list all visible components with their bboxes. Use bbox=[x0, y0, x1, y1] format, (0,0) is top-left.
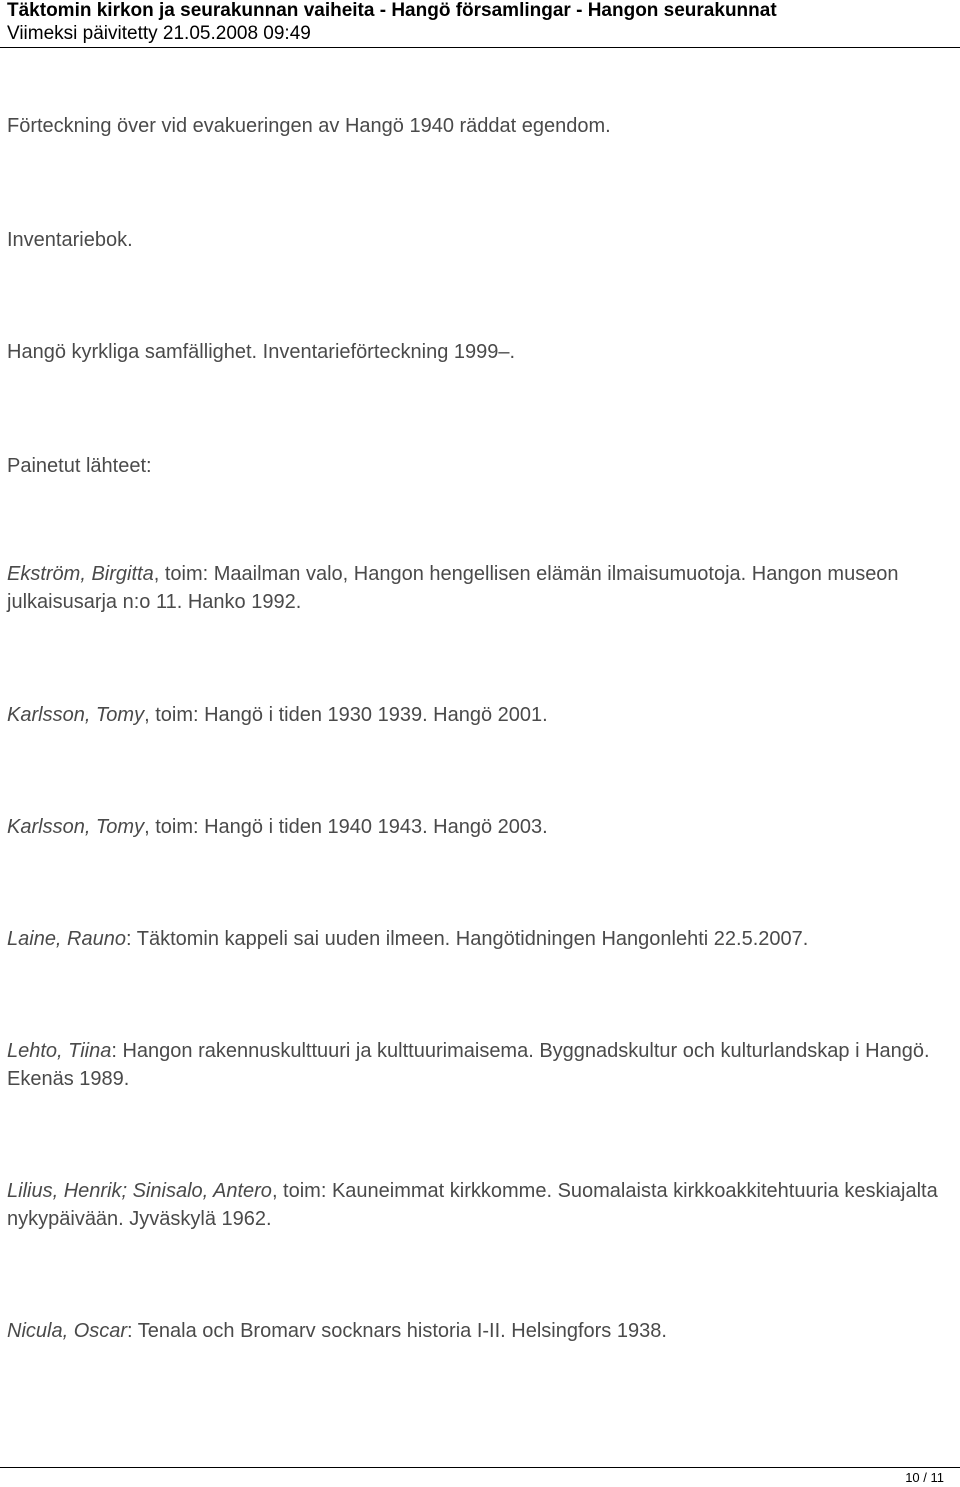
entry-author: Nicula, Oscar bbox=[7, 1320, 128, 1342]
entry-author: Karlsson, Tomy bbox=[7, 816, 145, 838]
bibliography-entry bbox=[7, 813, 953, 841]
bibliography-entry bbox=[7, 1177, 953, 1233]
entry-author: Ekström, Birgitta bbox=[7, 563, 154, 585]
footer-divider bbox=[0, 1467, 960, 1468]
entry-text: Hangö kyrkliga samfällighet. Inventarieförteckning 1999–. bbox=[7, 341, 516, 363]
bibliography-entry bbox=[7, 1037, 953, 1093]
last-updated: Viimeksi päivitetty 21.05.2008 09:49 bbox=[7, 23, 311, 44]
entry-author: Karlsson, Tomy bbox=[7, 704, 145, 726]
entry-text: Inventariebok. bbox=[7, 229, 133, 251]
entry-text: : Täktomin kappeli sai uuden ilmeen. Hangötidningen Hangonlehti 22.5.2007. bbox=[125, 928, 809, 950]
entry-text: , toim: Hangö i tiden 1940 1943. Hangö 2003. bbox=[144, 816, 548, 838]
bibliography-entry bbox=[7, 701, 953, 729]
source-entry bbox=[7, 226, 953, 254]
page-number: 10 / 11 bbox=[905, 1470, 944, 1485]
entry-text: : Hangon rakennuskulttuuri ja kulttuurimaisema. Byggnadskultur och kulturlandskap i Hangö. Ekenäs 1989. bbox=[7, 1040, 930, 1090]
bibliography-entry bbox=[7, 925, 953, 953]
entry-author: Laine, Rauno bbox=[7, 928, 126, 950]
bibliography-entry bbox=[7, 560, 953, 616]
entry-author: Lehto, Tiina bbox=[7, 1040, 112, 1062]
source-entry bbox=[7, 338, 953, 366]
entry-text: , toim: Kauneimmat kirkkomme. Suomalaista kirkkoakkitehtuuria keskiajalta nykypäivään. Jyväskylä 1962. bbox=[7, 1180, 938, 1230]
document-title: Täktomin kirkon ja seurakunnan vaiheita - Hangö församlingar - Hangon seurakunnat bbox=[7, 0, 777, 21]
entry-text: , toim: Hangö i tiden 1930 1939. Hangö 2001. bbox=[144, 704, 548, 726]
entry-text: Painetut lähteet: bbox=[7, 455, 152, 477]
entry-text: : Tenala och Bromarv socknars historia I-II. Helsingfors 1938. bbox=[127, 1320, 667, 1342]
source-entry bbox=[7, 112, 953, 140]
section-heading bbox=[7, 452, 953, 480]
page-header bbox=[0, 0, 960, 48]
entry-author: Lilius, Henrik; Sinisalo, Antero bbox=[7, 1180, 272, 1202]
header-divider bbox=[0, 47, 960, 48]
entry-text: , toim: Maailman valo, Hangon hengellisen elämän ilmaisumuotoja. Hangon museon julkaisusarja n:o 11. Hanko 1992. bbox=[7, 563, 899, 613]
bibliography-entry bbox=[7, 1317, 953, 1345]
entry-text: Förteckning över vid evakueringen av Hangö 1940 räddat egendom. bbox=[7, 115, 611, 137]
